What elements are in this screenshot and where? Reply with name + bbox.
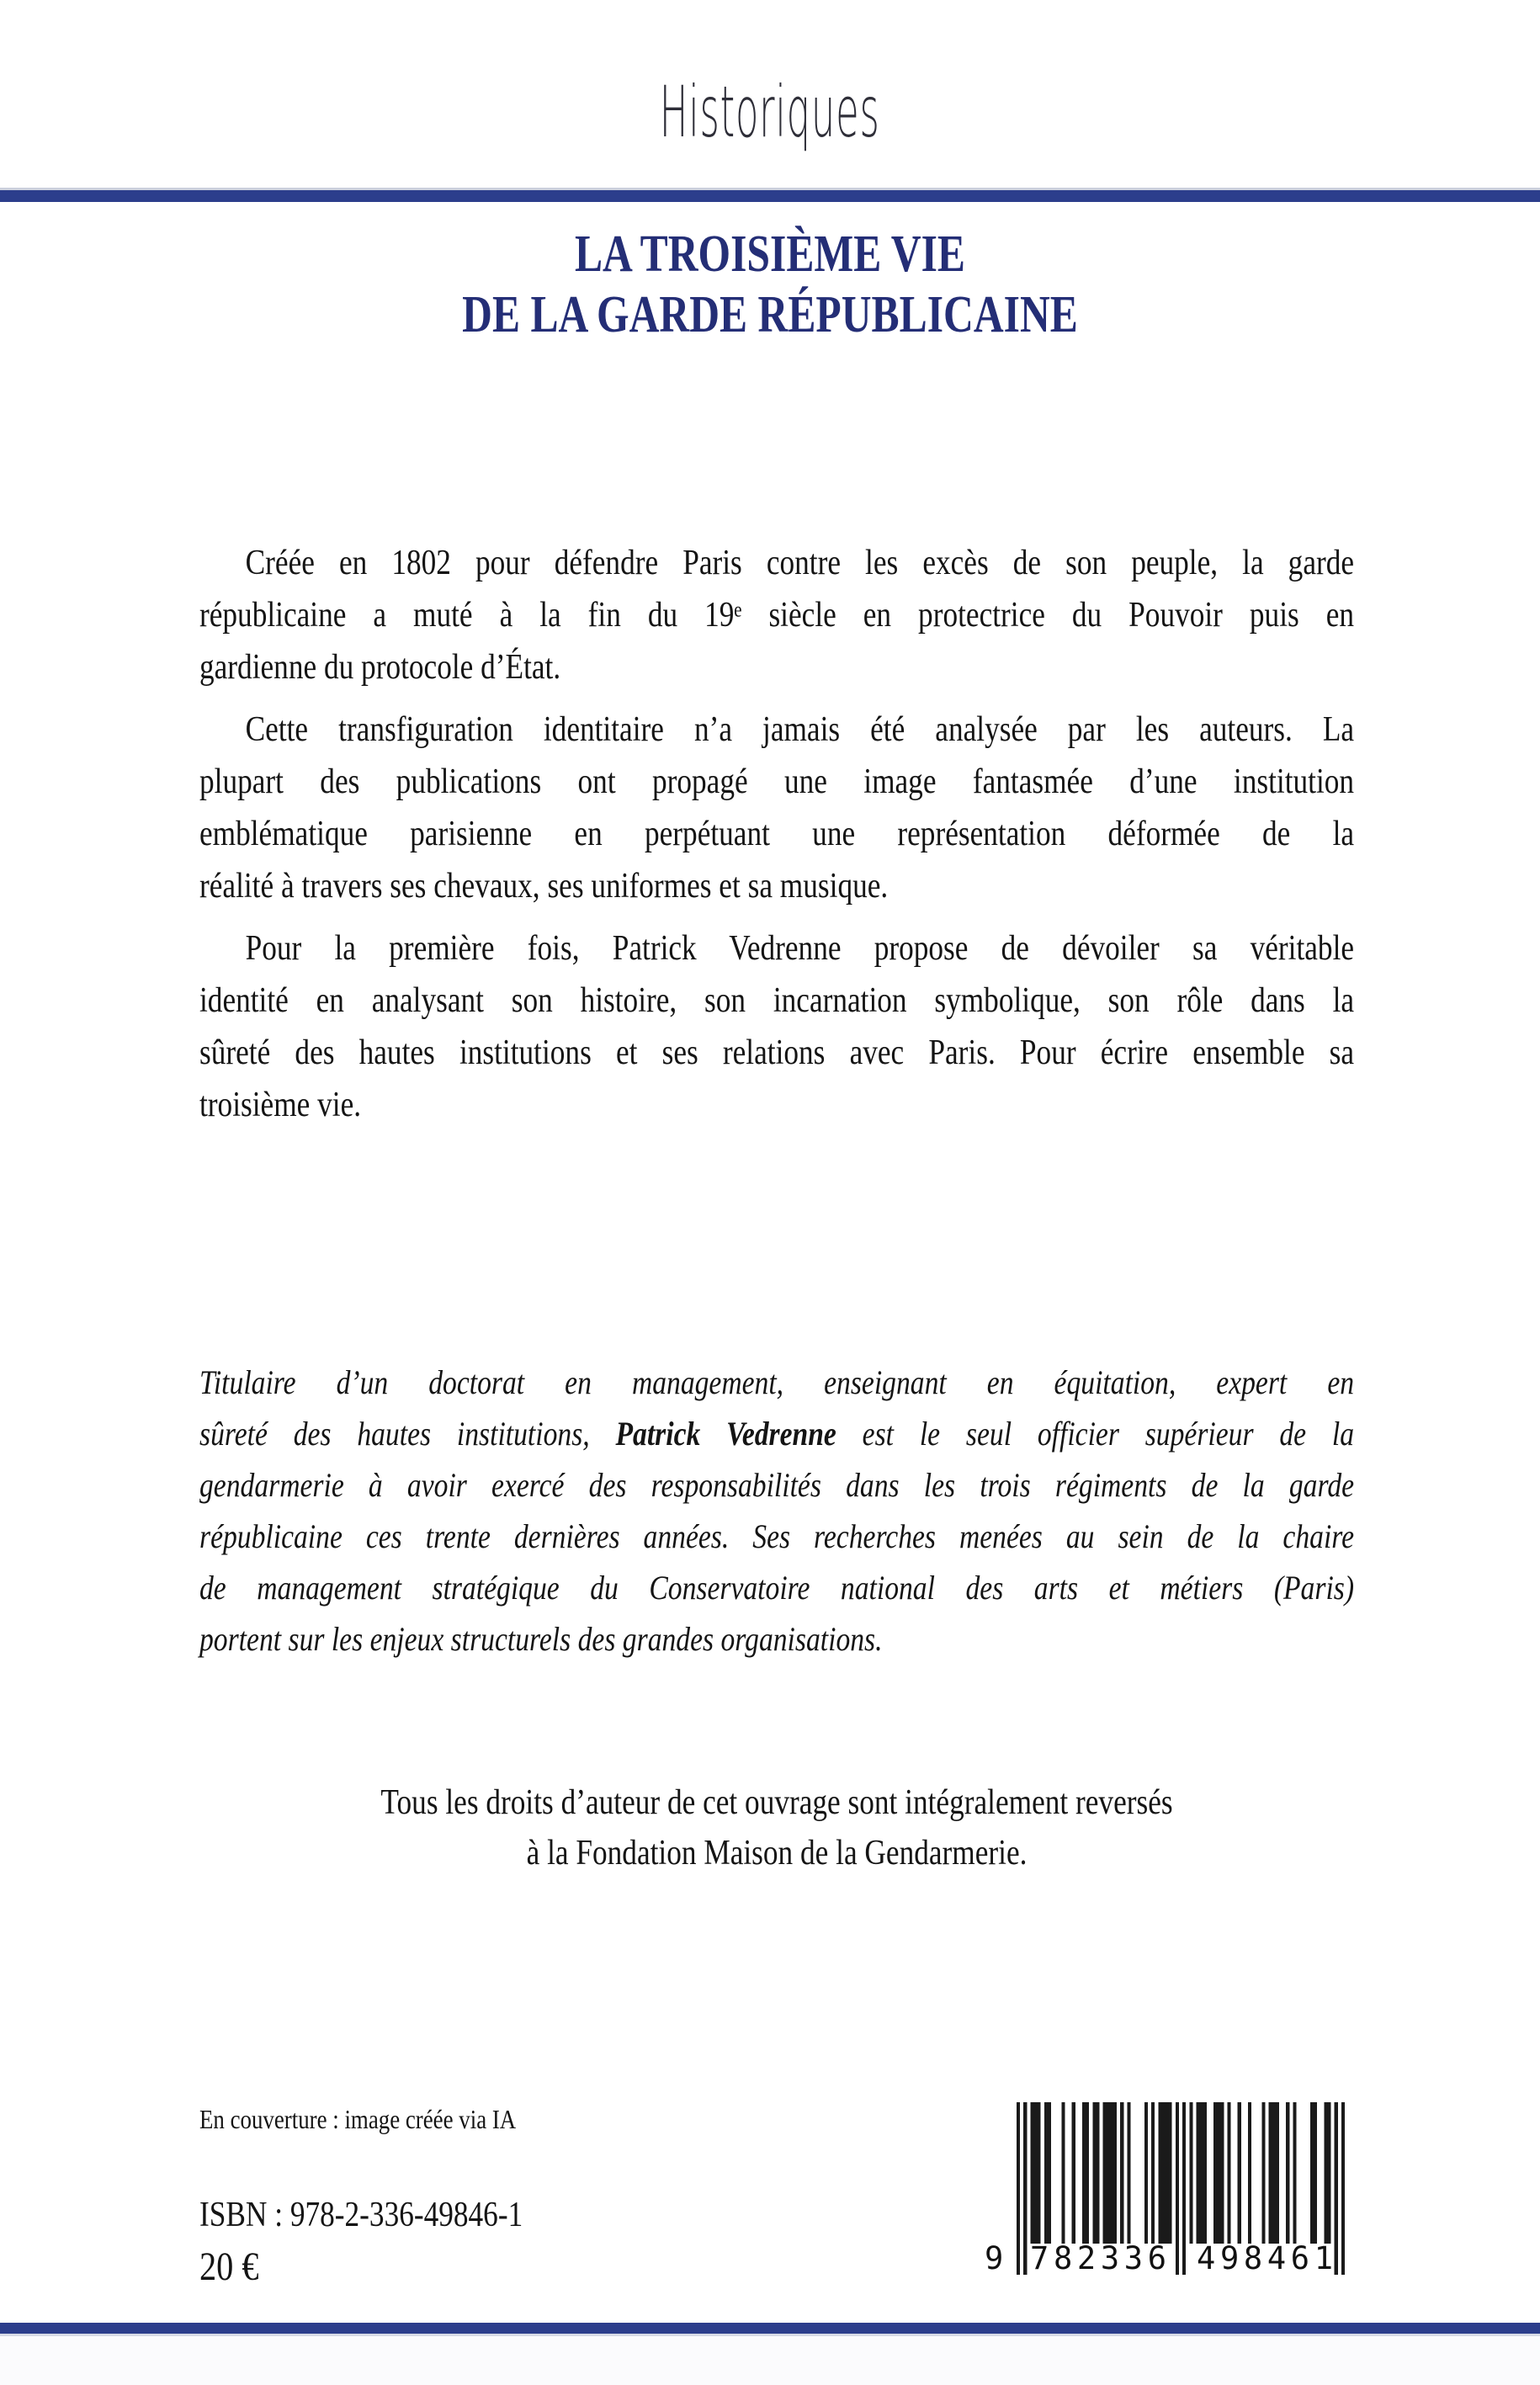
text-line: gendarmerie à avoir exercé des responsabilités dans les trois régiments de la garde xyxy=(199,1466,1355,1504)
top-accent-bar xyxy=(0,190,1540,202)
text-line: sûreté des hautes institutions, Patrick Vedrenne est le seul officier supérieur de la xyxy=(199,1415,1355,1453)
text-line: DE LA GARDE RÉPUBLICAINE xyxy=(462,286,1078,343)
barcode-digit: 6 xyxy=(1147,2240,1166,2276)
barcode-digit: 3 xyxy=(1123,2240,1144,2276)
isbn-text: ISBN : 978-2-336-49846-1 xyxy=(199,2196,523,2234)
author-bio xyxy=(199,1357,1354,1665)
barcode xyxy=(985,2102,1345,2292)
barcode-digit: 2 xyxy=(1076,2240,1097,2276)
cover-credit-text: En couverture : image créée via IA xyxy=(199,2104,517,2134)
barcode-digit: 7 xyxy=(1030,2240,1049,2276)
text-line: à la Fondation Maison de la Gendarmerie. xyxy=(526,1834,1028,1872)
text-line: républicaine a muté à la fin du 19ᵉ siècle en protectrice du Pouvoir puis en xyxy=(199,596,1355,635)
synopsis-text xyxy=(199,537,1354,1131)
rights-notice xyxy=(199,1777,1354,1878)
text-line: Titulaire d’un doctorat en management, enseignant en équitation, expert en xyxy=(199,1363,1355,1401)
barcode-digit-group-0: 9 xyxy=(985,2240,1004,2276)
barcode-digit: 8 xyxy=(1053,2240,1073,2276)
text-line: Créée en 1802 pour défendre Paris contre les excès de son peuple, la garde xyxy=(245,544,1355,582)
text-line: troisième vie. xyxy=(199,1086,362,1124)
collection-logo xyxy=(0,72,1540,154)
page-bottom-margin xyxy=(0,2336,1540,2385)
text-line: Tous les droits d’auteur de cet ouvrage sont intégralement reversés xyxy=(380,1783,1173,1822)
barcode-digit: 8 xyxy=(1243,2240,1263,2276)
barcode-digit-group-2 xyxy=(1197,2242,1333,2276)
collection-name: Historiques xyxy=(660,72,880,154)
text-line: de management stratégique du Conservatoire national des arts et métiers (Paris) xyxy=(199,1569,1355,1607)
paragraph xyxy=(199,1357,1354,1665)
barcode-digit: 4 xyxy=(1267,2240,1287,2276)
paragraph xyxy=(199,704,1354,912)
text-line: portent sur les enjeux structurels des grandes organisations. xyxy=(199,1620,883,1658)
barcode-digit: 1 xyxy=(1314,2240,1333,2276)
book-title xyxy=(0,224,1540,345)
paragraph xyxy=(199,922,1354,1131)
text-line: réalité à travers ses chevaux, ses uniformes et sa musique. xyxy=(199,867,889,906)
text-line: Pour la première fois, Patrick Vedrenne propose de dévoiler sa véritable xyxy=(245,929,1355,968)
text-line: emblématique parisienne en perpétuant une représentation déformée de la xyxy=(199,815,1355,853)
barcode-digit: 9 xyxy=(1219,2240,1240,2276)
author-bio-text xyxy=(199,1357,1354,1665)
paragraph xyxy=(199,537,1354,693)
text-line: LA TROISIÈME VIE xyxy=(574,226,966,283)
rights-notice-text xyxy=(199,1777,1354,1878)
text-line: républicaine ces trente dernières années. Ses recherches menées au sein de la chaire xyxy=(199,1517,1355,1555)
text-line: identité en analysant son histoire, son incarnation symbolique, son rôle dans la xyxy=(199,981,1355,1020)
barcode-digit-group-1 xyxy=(1030,2242,1166,2276)
bottom-accent-bar xyxy=(0,2323,1540,2334)
text-line: gardienne du protocole d’État. xyxy=(199,648,561,687)
book-title-lines xyxy=(154,224,1386,345)
text-line: Cette transfiguration identitaire n’a jamais été analysée par les auteurs. La xyxy=(245,710,1355,749)
barcode-digit: 3 xyxy=(1100,2240,1120,2276)
text-line: sûreté des hautes institutions et ses relations avec Paris. Pour écrire ensemble sa xyxy=(199,1033,1355,1072)
barcode-digit: 4 xyxy=(1197,2240,1216,2276)
price-text: 20 € xyxy=(199,2244,259,2289)
synopsis xyxy=(199,537,1354,1131)
text-line: plupart des publications ont propagé une image fantasmée d’une institution xyxy=(199,762,1355,801)
barcode-digit: 6 xyxy=(1290,2240,1310,2276)
